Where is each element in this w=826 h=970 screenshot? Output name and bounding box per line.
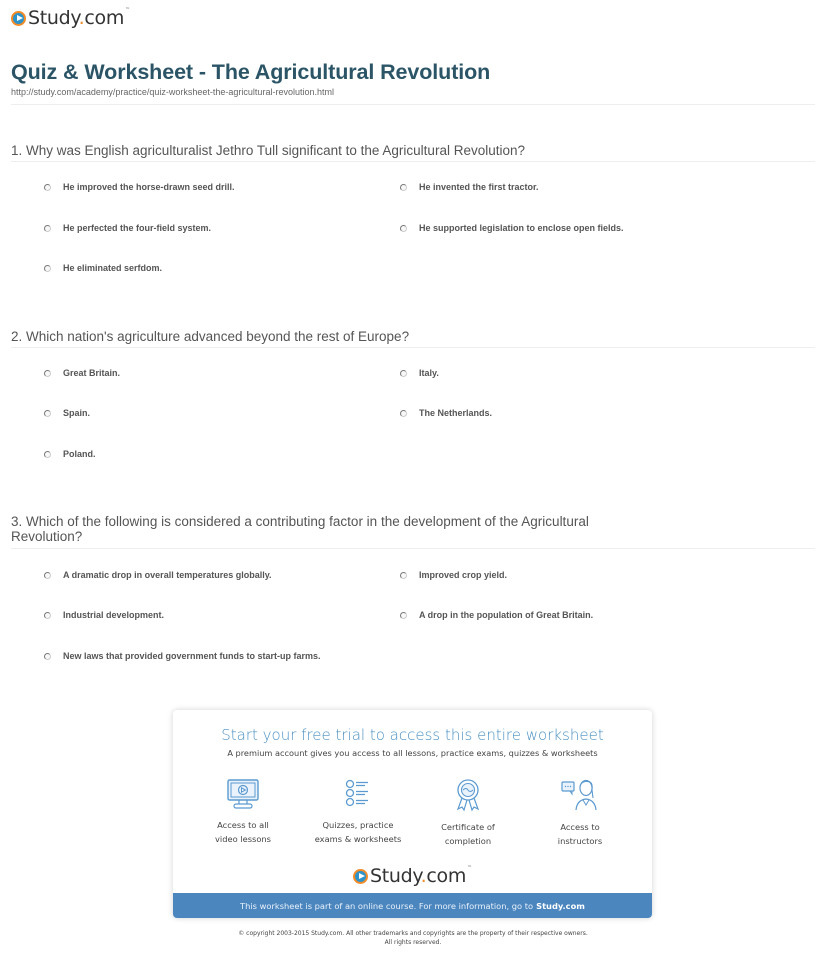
study-logo-promo[interactable] xyxy=(353,865,472,887)
q2-option-d[interactable]: The Netherlands. xyxy=(400,408,492,418)
q1-option-b[interactable]: He invented the first tractor. xyxy=(400,182,539,192)
radio-button-icon[interactable] xyxy=(400,612,407,619)
feature-instructors: Access to instructors xyxy=(520,778,640,848)
q3-option-a[interactable]: A dramatic drop in overall temperatures globally. xyxy=(44,570,272,580)
question-2-text: 2. Which nation's agriculture advanced beyond the rest of Europe? xyxy=(11,329,410,344)
radio-button-icon[interactable] xyxy=(400,410,407,417)
play-logo-icon xyxy=(11,11,26,26)
radio-button-icon[interactable] xyxy=(400,370,407,377)
q3-option-c[interactable]: Industrial development. xyxy=(44,610,164,620)
q3-option-d[interactable]: A drop in the population of Great Britain. xyxy=(400,610,593,620)
q2-option-b[interactable]: Italy. xyxy=(400,368,439,378)
logo-wordmark: Study.com™ xyxy=(370,865,472,887)
radio-button-icon[interactable] xyxy=(44,225,51,232)
divider xyxy=(11,347,815,348)
radio-button-icon[interactable] xyxy=(400,572,407,579)
instructor-chat-icon xyxy=(560,778,600,812)
q3-option-e[interactable]: New laws that provided government funds to start-up farms. xyxy=(44,651,321,661)
radio-button-icon[interactable] xyxy=(400,184,407,191)
radio-button-icon[interactable] xyxy=(44,612,51,619)
q2-option-a[interactable]: Great Britain. xyxy=(44,368,120,378)
certificate-ribbon-icon xyxy=(450,778,486,812)
question-1-text: 1. Why was English agriculturalist Jethro Tull significant to the Agricultural Revolution? xyxy=(11,143,525,158)
study-link[interactable]: Study.com xyxy=(536,900,585,911)
divider xyxy=(11,104,815,105)
quiz-list-icon xyxy=(340,778,376,810)
radio-button-icon[interactable] xyxy=(44,265,51,272)
radio-button-icon[interactable] xyxy=(44,370,51,377)
copyright-notice: © copyright 2003-2015 Study.com. All other trademarks and copyrights are the property of their respective owners. All rights reserved. xyxy=(238,930,588,946)
radio-button-icon[interactable] xyxy=(44,572,51,579)
free-trial-promo[interactable] xyxy=(173,710,652,918)
q1-option-e[interactable]: He eliminated serfdom. xyxy=(44,263,162,273)
radio-button-icon[interactable] xyxy=(400,225,407,232)
radio-button-icon[interactable] xyxy=(44,184,51,191)
course-info-banner: This worksheet is part of an online course. For more information, go to Study.com xyxy=(173,893,652,918)
logo-wordmark: Study.com™ xyxy=(28,7,130,29)
page-title: Quiz & Worksheet - The Agricultural Revolution xyxy=(11,60,491,84)
q1-option-d[interactable]: He supported legislation to enclose open fields. xyxy=(400,223,624,233)
feature-video-lessons: Access to all video lessons xyxy=(183,778,303,846)
promo-subtitle: A premium account gives you access to all lessons, practice exams, quizzes & worksheets xyxy=(227,748,598,758)
q3-option-b[interactable]: Improved crop yield. xyxy=(400,570,507,580)
study-logo[interactable] xyxy=(11,7,130,29)
q2-option-c[interactable]: Spain. xyxy=(44,408,90,418)
feature-certificate: Certificate of completion xyxy=(408,778,528,848)
divider xyxy=(11,548,815,549)
page-url[interactable]: http://study.com/academy/practice/quiz-worksheet-the-agricultural-revolution.html xyxy=(11,87,334,97)
video-monitor-icon xyxy=(225,778,261,810)
play-logo-icon xyxy=(353,869,368,884)
q1-option-a[interactable]: He improved the horse-drawn seed drill. xyxy=(44,182,235,192)
promo-title[interactable]: Start your free trial to access this entire worksheet xyxy=(221,726,604,744)
radio-button-icon[interactable] xyxy=(44,410,51,417)
question-3-text: 3. Which of the following is considered a contributing factor in the development of the Agricultural Revolution? xyxy=(11,514,589,544)
radio-button-icon[interactable] xyxy=(44,653,51,660)
q1-option-c[interactable]: He perfected the four-field system. xyxy=(44,223,211,233)
feature-quizzes: Quizzes, practice exams & worksheets xyxy=(298,778,418,846)
divider xyxy=(11,161,815,162)
radio-button-icon[interactable] xyxy=(44,451,51,458)
q2-option-e[interactable]: Poland. xyxy=(44,449,96,459)
